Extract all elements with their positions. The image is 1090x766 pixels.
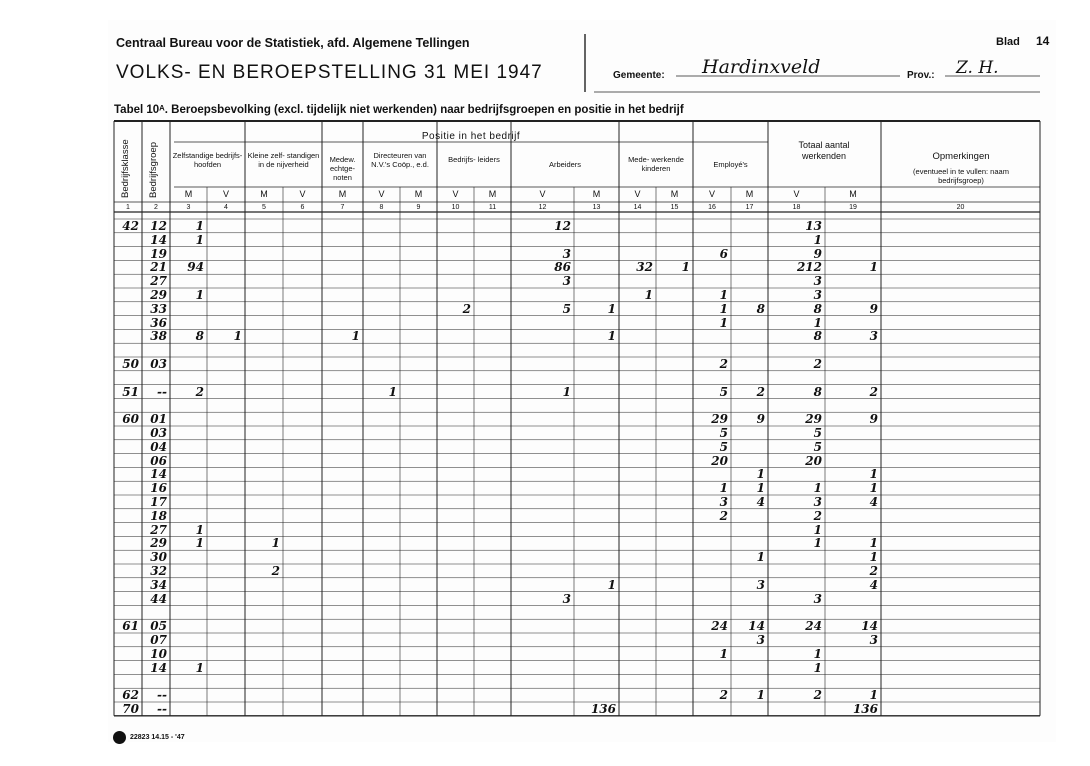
bedrijfsklasse-cell: 51 [122, 384, 139, 399]
count-cell: 24 [805, 619, 822, 634]
count-cell: 1 [813, 481, 822, 496]
count-cell: 5 [813, 426, 822, 440]
count-cell: 1 [233, 329, 242, 344]
group-header: Mede- werkende kinderen [628, 155, 684, 173]
positie-header: Positie in het bedrijf [421, 131, 521, 142]
bedrijfsgroep-cell: 19 [150, 246, 167, 261]
bedrijfsgroep-cell: -- [157, 702, 167, 716]
blad-label: Blad [996, 36, 1020, 48]
count-cell: 3 [813, 591, 822, 606]
count-cell: 1 [195, 288, 204, 302]
count-cell: 3 [719, 495, 728, 509]
count-cell: 3 [562, 274, 571, 289]
count-cell: 3 [756, 577, 765, 592]
count-cell: 1 [562, 384, 571, 399]
count-cell: 1 [813, 536, 822, 551]
col-bedrijfsklasse-header: Bedrijfsklasse [120, 139, 131, 198]
count-cell: 3 [813, 288, 822, 302]
count-cell: 8 [813, 329, 822, 344]
bedrijfsgroep-cell: -- [157, 688, 167, 703]
count-cell: 1 [351, 329, 360, 344]
bedrijfsgroep-cell: 14 [150, 660, 167, 675]
v-label: V [539, 189, 546, 199]
m-label: M [745, 189, 754, 199]
column-number: 14 [633, 204, 642, 211]
bedrijfsgroep-cell: 27 [150, 274, 167, 289]
count-cell: 1 [869, 688, 878, 703]
column-number: 1 [126, 204, 130, 211]
count-cell: 1 [869, 260, 878, 275]
m-label: M [488, 189, 497, 199]
count-cell: 1 [719, 481, 728, 496]
count-cell: 1 [869, 467, 878, 482]
count-cell: 1 [756, 481, 765, 496]
count-cell: 14 [748, 619, 765, 634]
form-title: VOLKS- EN BEROEPSTELLING 31 MEI 1947 [116, 62, 543, 83]
count-cell: 1 [388, 384, 397, 399]
bedrijfsgroep-cell: 14 [150, 467, 167, 482]
opmerkingen-header: Opmerkingen [932, 151, 990, 162]
bedrijfsgroep-cell: 34 [150, 577, 167, 592]
count-cell: 8 [813, 384, 822, 399]
bedrijfsgroep-cell: -- [157, 384, 167, 399]
count-cell: 1 [719, 301, 728, 316]
group-header: Kleine zelf- standigen in de nijverheid [247, 150, 320, 169]
count-cell: 5 [719, 426, 728, 440]
count-cell: 1 [271, 536, 280, 551]
m-label: M [414, 189, 423, 199]
column-number: 2 [154, 204, 158, 211]
v-label: V [452, 189, 459, 199]
v-label: V [222, 189, 229, 199]
count-cell: 1 [756, 688, 765, 703]
count-cell: 1 [813, 660, 822, 675]
prov-label: Prov.: [907, 70, 935, 81]
count-cell: 3 [813, 495, 822, 509]
bedrijfsklasse-cell: 61 [122, 619, 139, 634]
group-header: Directeuren van N.V.'s Coöp., e.d. [371, 150, 429, 169]
bedrijfsgroep-cell: 07 [150, 633, 167, 647]
col-bedrijfsgroep-header: Bedrijfsgroep [148, 142, 159, 198]
column-number: 9 [416, 204, 421, 211]
group-header: Arbeiders [548, 159, 582, 169]
gemeente-value: Hardinxveld [702, 56, 821, 78]
m-label: M [260, 189, 268, 199]
bedrijfsgroep-cell: 03 [150, 426, 167, 440]
bedrijfsgroep-cell: 21 [150, 260, 167, 275]
bedrijfsgroep-cell: 06 [150, 453, 167, 468]
bedrijfsgroep-cell: 17 [150, 495, 167, 509]
column-number: 10 [451, 204, 460, 211]
count-cell: 20 [711, 453, 728, 468]
count-cell: 1 [756, 550, 765, 565]
bedrijfsklasse-cell: 42 [122, 219, 139, 233]
count-cell: 4 [756, 495, 765, 509]
column-number: 16 [708, 204, 716, 211]
count-cell: 12 [554, 219, 571, 233]
count-cell: 212 [796, 260, 822, 275]
count-cell: 1 [813, 522, 822, 537]
bedrijfsklasse-cell: 60 [122, 412, 139, 427]
count-cell: 94 [187, 260, 204, 275]
column-number: 12 [538, 204, 547, 211]
bedrijfsgroep-cell: 04 [150, 439, 167, 454]
count-cell: 1 [195, 232, 204, 247]
count-cell: 1 [813, 232, 822, 247]
count-cell: 1 [644, 288, 653, 302]
column-number: 20 [956, 204, 965, 211]
count-cell: 1 [869, 550, 878, 565]
v-label: V [378, 189, 385, 199]
count-cell: 1 [869, 536, 878, 551]
group-header: Employé's [713, 159, 748, 169]
count-cell: 1 [607, 577, 616, 592]
bedrijfsgroep-cell: 36 [150, 315, 167, 330]
count-cell: 1 [756, 467, 765, 482]
bedrijfsgroep-cell: 27 [150, 522, 167, 537]
count-cell: 2 [756, 384, 765, 399]
count-cell: 2 [719, 508, 728, 523]
blad-number: 14 [1036, 34, 1050, 48]
count-cell: 3 [813, 274, 822, 289]
count-cell: 2 [719, 357, 728, 371]
cbs-logo [113, 731, 126, 744]
count-cell: 3 [562, 591, 571, 606]
bedrijfsgroep-cell: 10 [150, 646, 167, 661]
column-number: 3 [186, 204, 191, 211]
count-cell: 1 [869, 481, 878, 496]
count-cell: 4 [869, 577, 878, 592]
group-header: Medew. echtge- noten [329, 155, 356, 182]
bedrijfsklasse-cell: 50 [122, 357, 139, 371]
count-cell: 32 [636, 260, 653, 275]
column-number: 18 [792, 204, 801, 211]
count-cell: 1 [195, 536, 204, 551]
count-cell: 1 [719, 288, 728, 302]
bedrijfsgroep-cell: 18 [150, 508, 167, 523]
column-number: 5 [262, 204, 266, 211]
count-cell: 9 [756, 412, 765, 427]
v-label: V [708, 189, 715, 199]
count-cell: 5 [562, 301, 571, 316]
count-cell: 4 [869, 495, 878, 509]
bedrijfsgroep-cell: 12 [150, 219, 167, 233]
column-number: 6 [300, 204, 305, 211]
count-cell: 3 [869, 633, 878, 647]
m-label: M [338, 189, 347, 199]
m-label: M [592, 189, 601, 199]
count-cell: 2 [869, 384, 878, 399]
count-cell: 5 [813, 439, 822, 454]
count-cell: 8 [813, 301, 822, 316]
count-cell: 1 [195, 219, 204, 233]
column-number: 17 [745, 204, 754, 211]
v-label: V [793, 189, 800, 199]
count-cell: 136 [590, 702, 616, 716]
bedrijfsgroep-cell: 29 [150, 536, 167, 551]
count-cell: 1 [813, 315, 822, 330]
group-header: Zelfstandige bedrijfs- hoofden [172, 150, 243, 169]
bedrijfsgroep-cell: 33 [150, 301, 167, 316]
bedrijfsgroep-cell: 29 [150, 288, 167, 302]
bedrijfsklasse-cell: 62 [122, 688, 139, 703]
count-cell: 9 [869, 301, 878, 316]
count-cell: 1 [607, 329, 616, 344]
count-cell: 29 [711, 412, 728, 427]
count-cell: 2 [813, 688, 822, 703]
count-cell: 2 [719, 688, 728, 703]
count-cell: 2 [271, 564, 280, 578]
column-number: 11 [488, 204, 497, 211]
count-cell: 1 [681, 260, 690, 275]
bedrijfsgroep-cell: 38 [150, 329, 167, 344]
column-number: 8 [379, 204, 384, 211]
column-number: 4 [224, 204, 228, 211]
count-cell: 2 [813, 508, 822, 523]
count-cell: 1 [813, 646, 822, 661]
v-label: V [299, 189, 306, 199]
count-cell: 3 [756, 633, 765, 647]
count-cell: 2 [813, 357, 822, 371]
count-cell: 8 [195, 329, 204, 344]
gemeente-label: Gemeente: [613, 70, 665, 81]
count-cell: 3 [869, 329, 878, 344]
print-code: 22823 14.15 - '47 [130, 734, 185, 741]
bedrijfsklasse-cell: 70 [122, 702, 139, 716]
m-label: M [849, 189, 857, 199]
bedrijfsgroep-cell: 44 [150, 591, 167, 606]
bedrijfsgroep-cell: 16 [150, 481, 167, 496]
opmerkingen-subheader: (eventueel in te vullen: naam bedrijfsgroep) [913, 167, 1009, 185]
prov-value: Z. H. [956, 58, 999, 78]
table-caption: Tabel 10ᴬ. Beroepsbevolking (excl. tijdelijk niet werkenden) naar bedrijfsgroepen en positie in het bedrijf [114, 104, 684, 116]
bedrijfsgroep-cell: 14 [150, 232, 167, 247]
column-number: 15 [670, 204, 679, 211]
v-label: V [634, 189, 641, 199]
m-label: M [184, 189, 193, 199]
count-cell: 1 [719, 315, 728, 330]
count-cell: 9 [869, 412, 878, 427]
count-cell: 1 [719, 646, 728, 661]
count-cell: 2 [195, 384, 204, 399]
count-cell: 14 [861, 619, 878, 634]
count-cell: 5 [719, 384, 728, 399]
count-cell: 5 [719, 439, 728, 454]
bedrijfsgroep-cell: 03 [150, 357, 167, 371]
count-cell: 3 [562, 246, 571, 261]
bedrijfsgroep-cell: 30 [150, 550, 167, 565]
column-number: 13 [592, 204, 601, 211]
count-cell: 2 [869, 564, 878, 578]
count-cell: 86 [554, 260, 571, 275]
count-cell: 2 [462, 301, 471, 316]
m-label: M [670, 189, 679, 199]
bureau-name: Centraal Bureau voor de Statistiek, afd. Algemene Tellingen [116, 36, 470, 50]
count-cell: 13 [805, 219, 822, 233]
count-cell: 9 [813, 246, 822, 261]
column-number: 7 [340, 204, 345, 211]
count-cell: 29 [805, 412, 822, 427]
bedrijfsgroep-cell: 32 [150, 564, 167, 578]
count-cell: 1 [607, 301, 616, 316]
totaal-header: Totaal aantal werkenden [798, 140, 850, 161]
column-number: 19 [849, 204, 857, 211]
count-cell: 1 [195, 660, 204, 675]
count-cell: 24 [711, 619, 728, 634]
count-cell: 20 [805, 453, 822, 468]
count-cell: 136 [852, 702, 878, 716]
group-header: Bedrijfs- leiders [448, 155, 500, 164]
bedrijfsgroep-cell: 05 [150, 619, 167, 634]
count-cell: 8 [756, 301, 765, 316]
bedrijfsgroep-cell: 01 [150, 412, 167, 427]
count-cell: 6 [719, 246, 728, 261]
count-cell: 1 [195, 522, 204, 537]
